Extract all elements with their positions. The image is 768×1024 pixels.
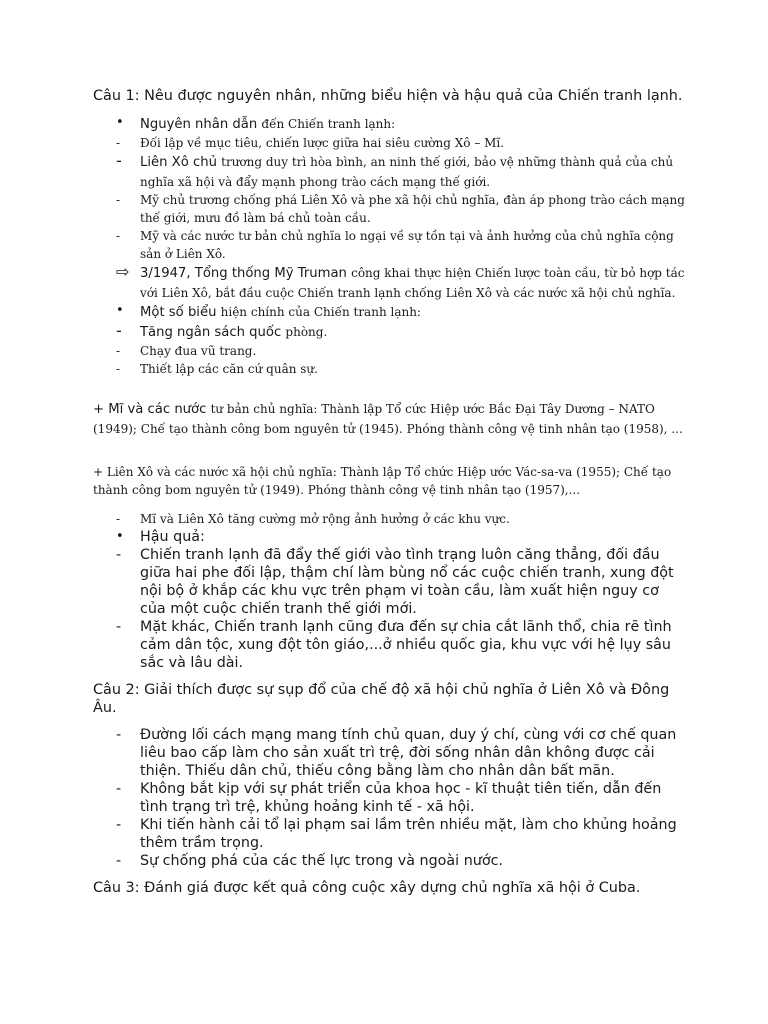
dash-marker: - — [116, 619, 122, 635]
question-3-title: Câu 3: Đánh giá được kết quả công cuộc xây dựng chủ nghĩa xã hội ở Cuba. — [93, 880, 641, 896]
manifest-item-1: - Tăng ngân sách quốc phòng. — [116, 321, 328, 340]
us-bloc-paragraph: + Mĩ và các nước tư bản chủ nghĩa: Thành lập Tổ cức Hiệp ước Bắc Đại Tây Dương – NATO (1949); Chế tạo thành công bom nguyên tử (1945). Phóng thành công vệ tinh nhân tạo (1958), ... — [93, 402, 683, 436]
dash-marker: - — [116, 817, 122, 833]
manifest-item-3: - Thiết lập các căn cứ quân sự. — [116, 362, 318, 376]
bullet-marker: • — [116, 303, 124, 318]
cause-item-2: - Liên Xô chủ trương duy trì hòa bình, an ninh thế giới, bảo vệ những thành quả của chủ nghĩa xã hội và đẩy mạnh phong trào cách mạng thế giới. — [116, 151, 674, 189]
dash-marker: - — [116, 229, 121, 243]
collapse-reasons-list — [93, 726, 685, 870]
question-2-title: Câu 2: Giải thích được sự sụp đổ của chế độ xã hội chủ nghĩa ở Liên Xô và Đông Âu. — [93, 682, 670, 716]
manifest-item-2: - Chạy đua vũ trang. — [116, 344, 257, 358]
dash-marker: - — [116, 321, 122, 340]
consequence-heading: • Hậu quả: — [116, 529, 205, 545]
dash-marker: - — [116, 781, 122, 797]
dash-marker: - — [116, 151, 122, 170]
consequence-item-1: - Chiến tranh lạnh đã đẩy thế giới vào tình trạng luôn căng thẳng, đối đầu giữa hai phe đối lập, thậm chí làm bùng nổ các cuộc chiến tranh, xung đột nội bộ ở khắp các khu vực trên phạm vi toàn cầu, làm xuất hiện nguy cơ của một cuộc chiến tranh thế giới mới. — [116, 547, 674, 617]
cause-item-3: - Mỹ chủ trương chống phá Liên Xô và phe xã hội chủ nghĩa, đàn áp phong trào cách mạng thế giới, mưu đồ làm bá chủ toàn cầu. — [116, 193, 685, 225]
question-1-title: Câu 1: Nêu được nguyên nhân, những biểu hiện và hậu quả của Chiến tranh lạnh. — [93, 88, 683, 104]
dash-marker: - — [116, 853, 122, 869]
bullet-marker: • — [116, 529, 124, 544]
causes-list — [93, 114, 685, 378]
dash-marker: - — [116, 193, 121, 207]
consequences-list — [93, 510, 685, 672]
reason-item-4: - Sự chống phá của các thế lực trong và ngoài nước. — [116, 853, 503, 869]
arrow-marker: ⇨ — [116, 262, 130, 281]
reason-item-2: - Không bắt kịp với sự phát triển của khoa học - kĩ thuật tiên tiến, dẫn đến tình trạng trì trệ, khủng hoảng kinh tế - xã hội. — [116, 781, 662, 815]
bullet-marker: • — [116, 115, 124, 130]
dash-marker: - — [116, 362, 121, 376]
dash-marker: - — [116, 512, 121, 526]
dash-marker: - — [116, 136, 121, 150]
dash-marker: - — [116, 547, 122, 563]
consequence-item-2: - Mặt khác, Chiến tranh lạnh cũng đưa đến sự chia cắt lãnh thổ, chia rẽ tình cảm dân tộc, xung đột tôn giáo,...ở nhiều quốc gia, khu vực với hệ lụy sâu sắc và lâu dài. — [116, 619, 672, 671]
cause-item-1: - Đối lập về mục tiêu, chiến lược giữa hai siêu cường Xô – Mĩ. — [116, 136, 505, 150]
cause-item-4: - Mỹ và các nước tư bản chủ nghĩa lo ngại về sự tồn tại và ảnh hưởng của chủ nghĩa cộng sản ở Liên Xô. — [116, 229, 674, 261]
dash-marker: - — [116, 344, 121, 358]
manifest-heading: • Một số biểu hiện chính của Chiến tranh lạnh: — [116, 303, 421, 320]
ussr-bloc-paragraph: + Liên Xô và các nước xã hội chủ nghĩa: Thành lập Tổ chức Hiệp ước Vác-sa-va (1955); Chế tạo thành công bom nguyên tử (1949). Phóng thành công vệ tinh nhân tạo (1957),... — [93, 465, 672, 497]
reason-item-1: - Đường lối cách mạng mang tính chủ quan, duy ý chí, cùng với cơ chế quan liêu bao cấp làm cho sản xuất trì trệ, đời sống nhân dân không được cải thiện. Thiếu dân chủ, thiếu công bằng làm cho nhân dân bất mãn. — [116, 727, 677, 779]
truman-item: ⇨ 3/1947, Tổng thống Mỹ Truman công khai thực hiện Chiến lược toàn cầu, từ bỏ hợp tác với Liên Xô, bắt đầu cuộc Chiến tranh lạnh chống Liên Xô và các nước xã hội chủ nghĩa. — [116, 262, 685, 300]
reason-item-3: - Khi tiến hành cải tổ lại phạm sai lầm trên nhiều mặt, làm cho khủng hoảng thêm trầm trọng. — [116, 817, 677, 851]
dash-marker: - — [116, 727, 122, 743]
cause-heading: • Nguyên nhân dẫn đến Chiến tranh lạnh: — [116, 115, 396, 132]
expand-item: - Mĩ và Liên Xô tăng cường mở rộng ảnh hưởng ở các khu vực. — [116, 512, 510, 526]
